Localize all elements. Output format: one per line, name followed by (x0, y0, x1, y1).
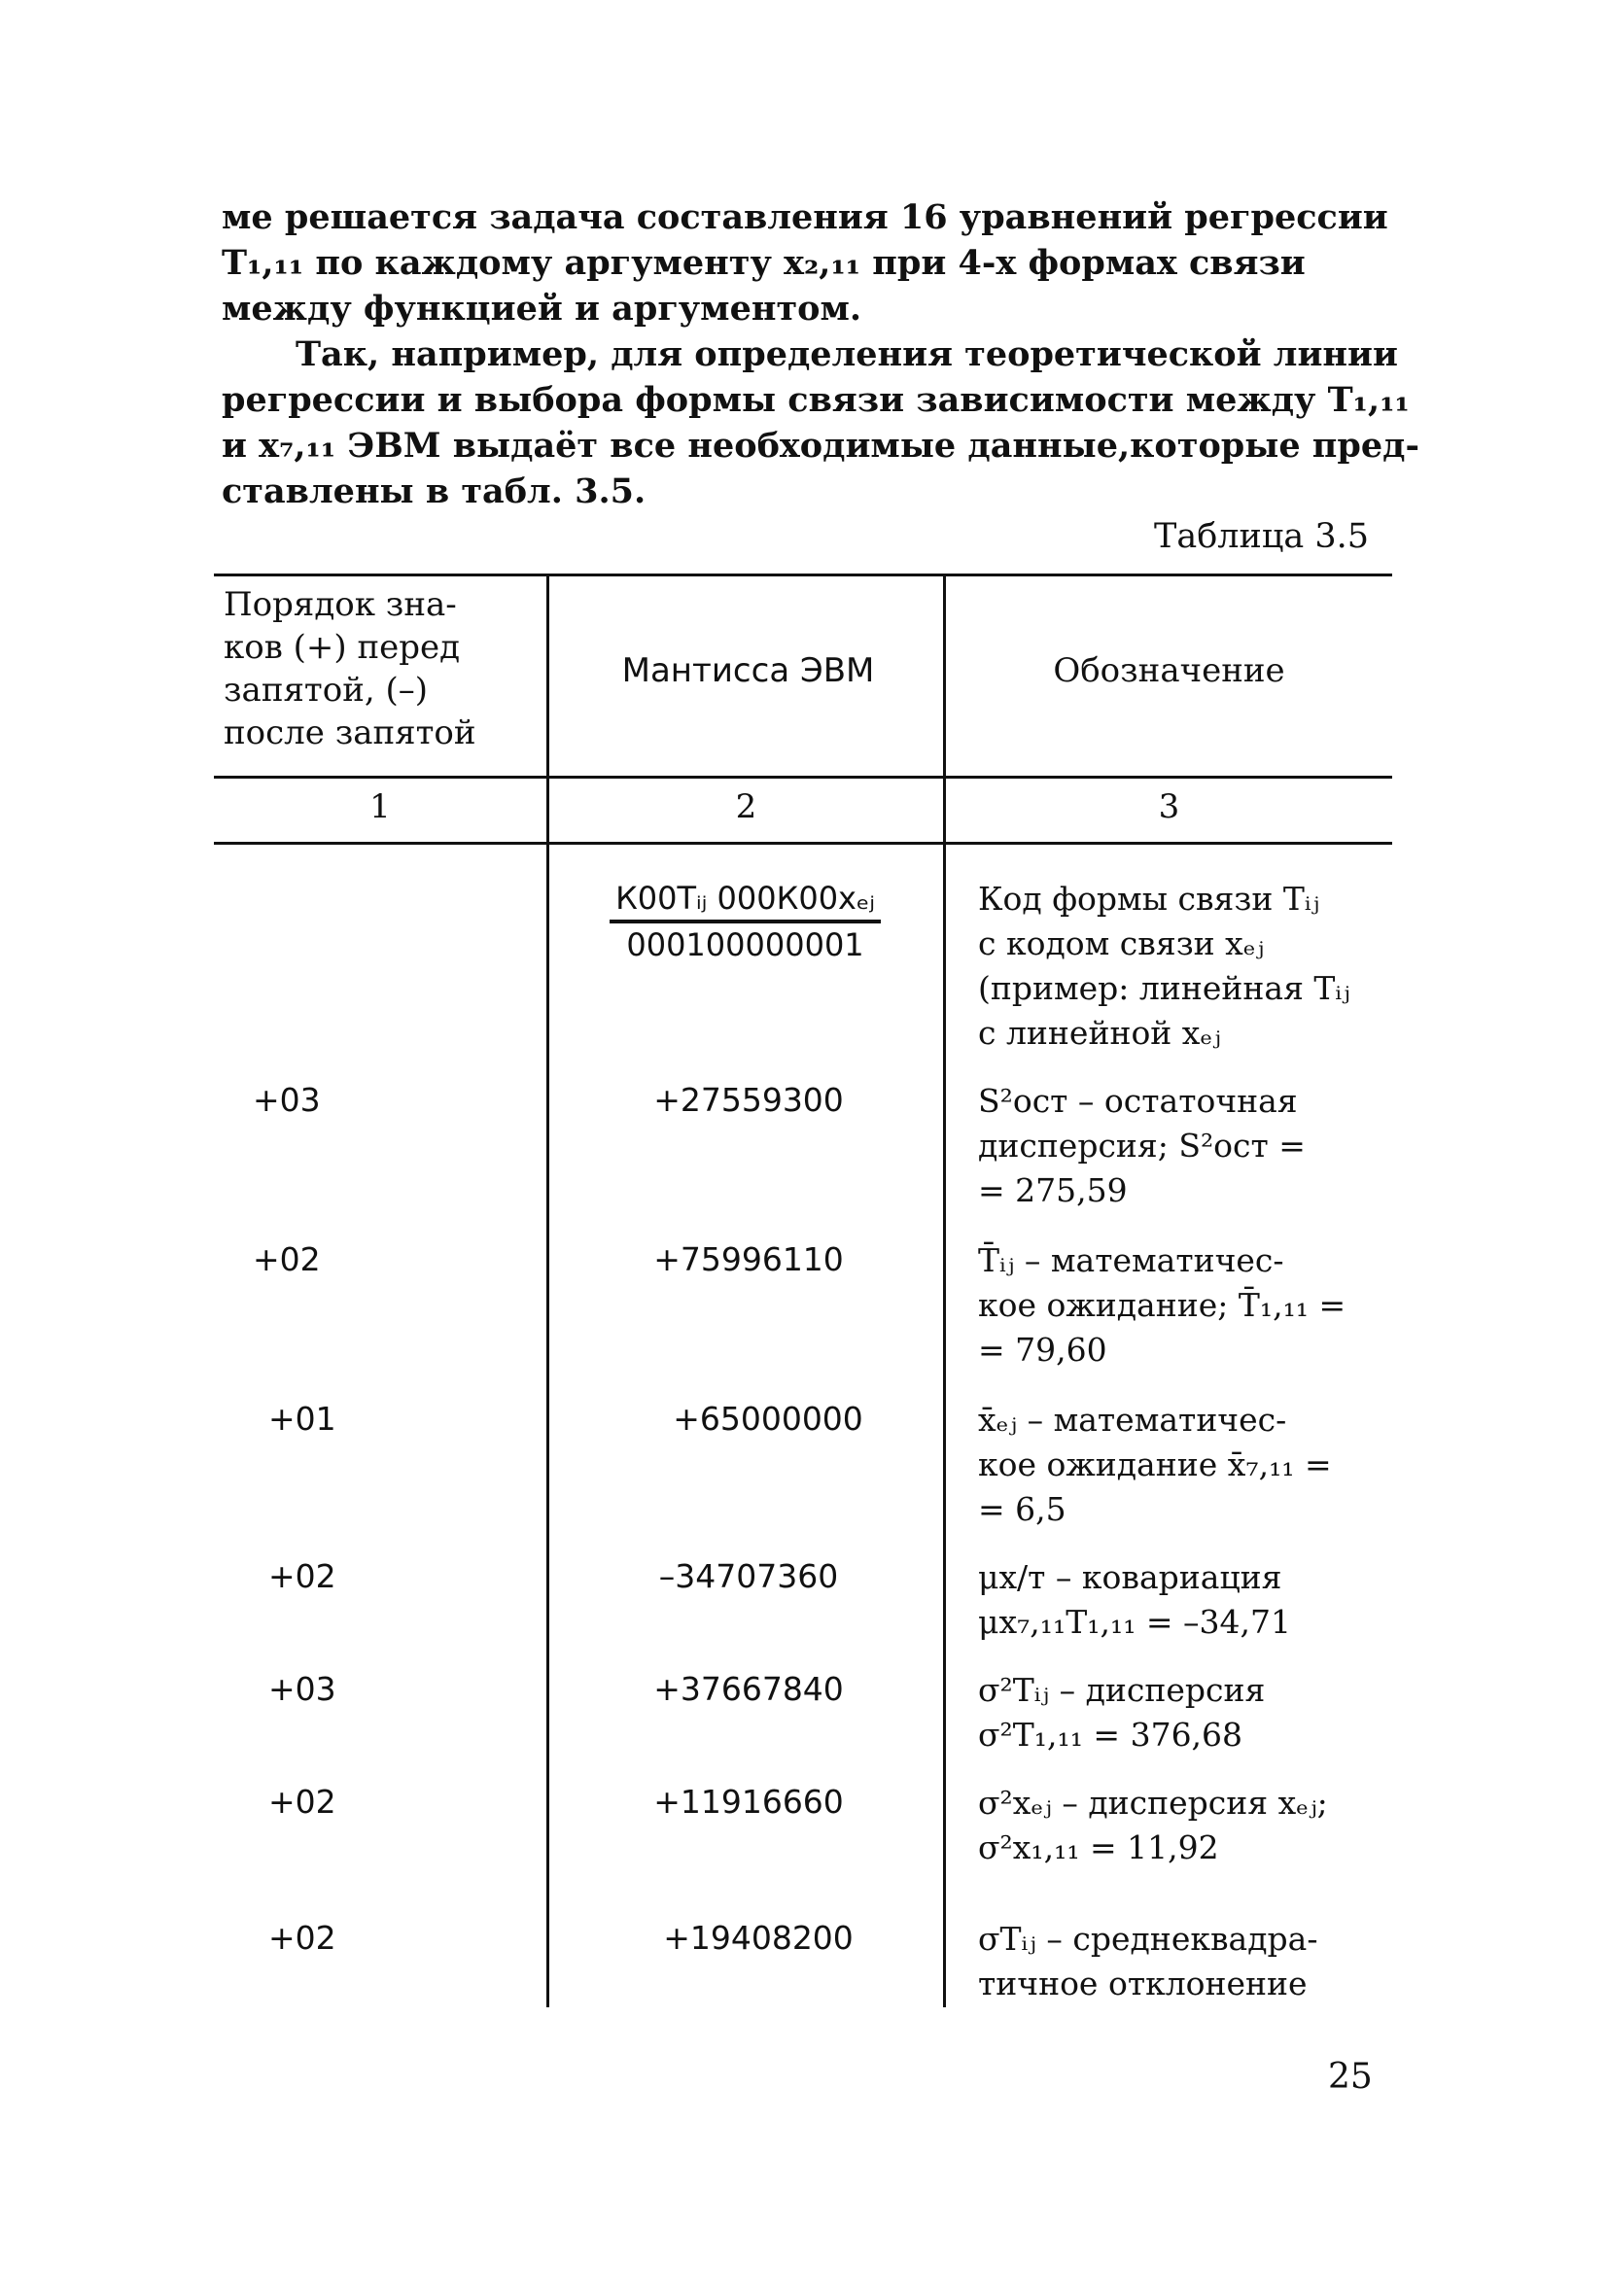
designation-cell: σ²xₑⱼ – дисперсия xₑⱼ; σ²x₁,₁₁ = 11,92 (978, 1784, 1328, 1866)
order-cell: +02 (268, 1783, 336, 1821)
order-cell: +03 (268, 1670, 336, 1708)
header-mantissa: Мантисса ЭВМ (621, 651, 875, 690)
designation-cell: T̄ᵢⱼ – математичес- кое ожидание; T̄₁,₁₁ = = 79,60 (978, 1241, 1346, 1369)
mantissa-cell: +75996110 (653, 1240, 844, 1278)
designation-cell: σ²Tᵢⱼ – дисперсия σ²T₁,₁₁ = 376,68 (978, 1671, 1266, 1754)
mantissa-cell: +11916660 (653, 1783, 844, 1821)
mantissa-cell: –34707360 (658, 1557, 839, 1595)
order-cell: +01 (268, 1400, 336, 1438)
designation-cell: Код формы связи Тᵢⱼ с кодом связи xₑⱼ (пример: линейная Тᵢⱼ с линейной xₑⱼ (978, 880, 1350, 1052)
order-cell: +02 (268, 1557, 336, 1595)
order-cell: +02 (268, 1919, 336, 1957)
intro-line: ставлены в табл. 3.5. (222, 471, 647, 511)
mantissa-cell: +19408200 (663, 1919, 854, 1957)
mantissa-code (558, 877, 932, 966)
intro-line: и x₇,₁₁ ЭВМ выдаёт все необходимые данные,которые пред- (222, 426, 1420, 466)
column-number: 3 (1158, 787, 1180, 826)
column-number: 2 (735, 787, 757, 826)
order-cell: +02 (253, 1240, 321, 1278)
mantissa-cell: +65000000 (673, 1400, 863, 1438)
designation-cell: μx/т – ковариация μx₇,₁₁T₁,₁₁ = –34,71 (978, 1558, 1292, 1641)
designation-cell: x̄ₑⱼ – математичес- кое ожидание x̄₇,₁₁ = = 6,5 (978, 1401, 1332, 1528)
intro-line: Так, например, для определения теоретической линии (296, 334, 1398, 374)
header-order: Порядок зна- ков (+) перед запятой, (–) после запятой (224, 585, 476, 752)
column-number: 1 (369, 787, 391, 826)
mantissa-cell: +27559300 (653, 1081, 844, 1119)
order-cell: +03 (253, 1081, 321, 1119)
intro-paragraph (222, 194, 1420, 514)
table-top-rule (214, 574, 1392, 576)
header-bottom-rule (214, 776, 1392, 779)
intro-line: Т₁,₁₁ по каждому аргументу x₂,₁₁ при 4-х формах связи (222, 243, 1306, 283)
mantissa-code-line2: 000100000001 (626, 926, 864, 963)
page-number: 25 (1328, 2057, 1373, 2097)
table-caption: Таблица 3.5 (1153, 517, 1369, 556)
designation-cell: σTᵢⱼ – среднеквадра- тичное отклонение (978, 1920, 1318, 2002)
designation-cell: S²ост – остаточная дисперсия; S²ост = = 275,59 (978, 1082, 1306, 1209)
intro-line: между функцией и аргументом. (222, 289, 862, 329)
mantissa-code-line1: К00Тᵢⱼ 000К00xₑⱼ (610, 877, 881, 923)
mantissa-cell: +37667840 (653, 1670, 844, 1708)
header-designation: Обозначение (1053, 651, 1285, 690)
intro-line: ме решается задача составления 16 уравнений регрессии (222, 197, 1388, 237)
numbers-bottom-rule (214, 842, 1392, 845)
intro-line: регрессии и выбора формы связи зависимости между Т₁,₁₁ (222, 380, 1410, 420)
